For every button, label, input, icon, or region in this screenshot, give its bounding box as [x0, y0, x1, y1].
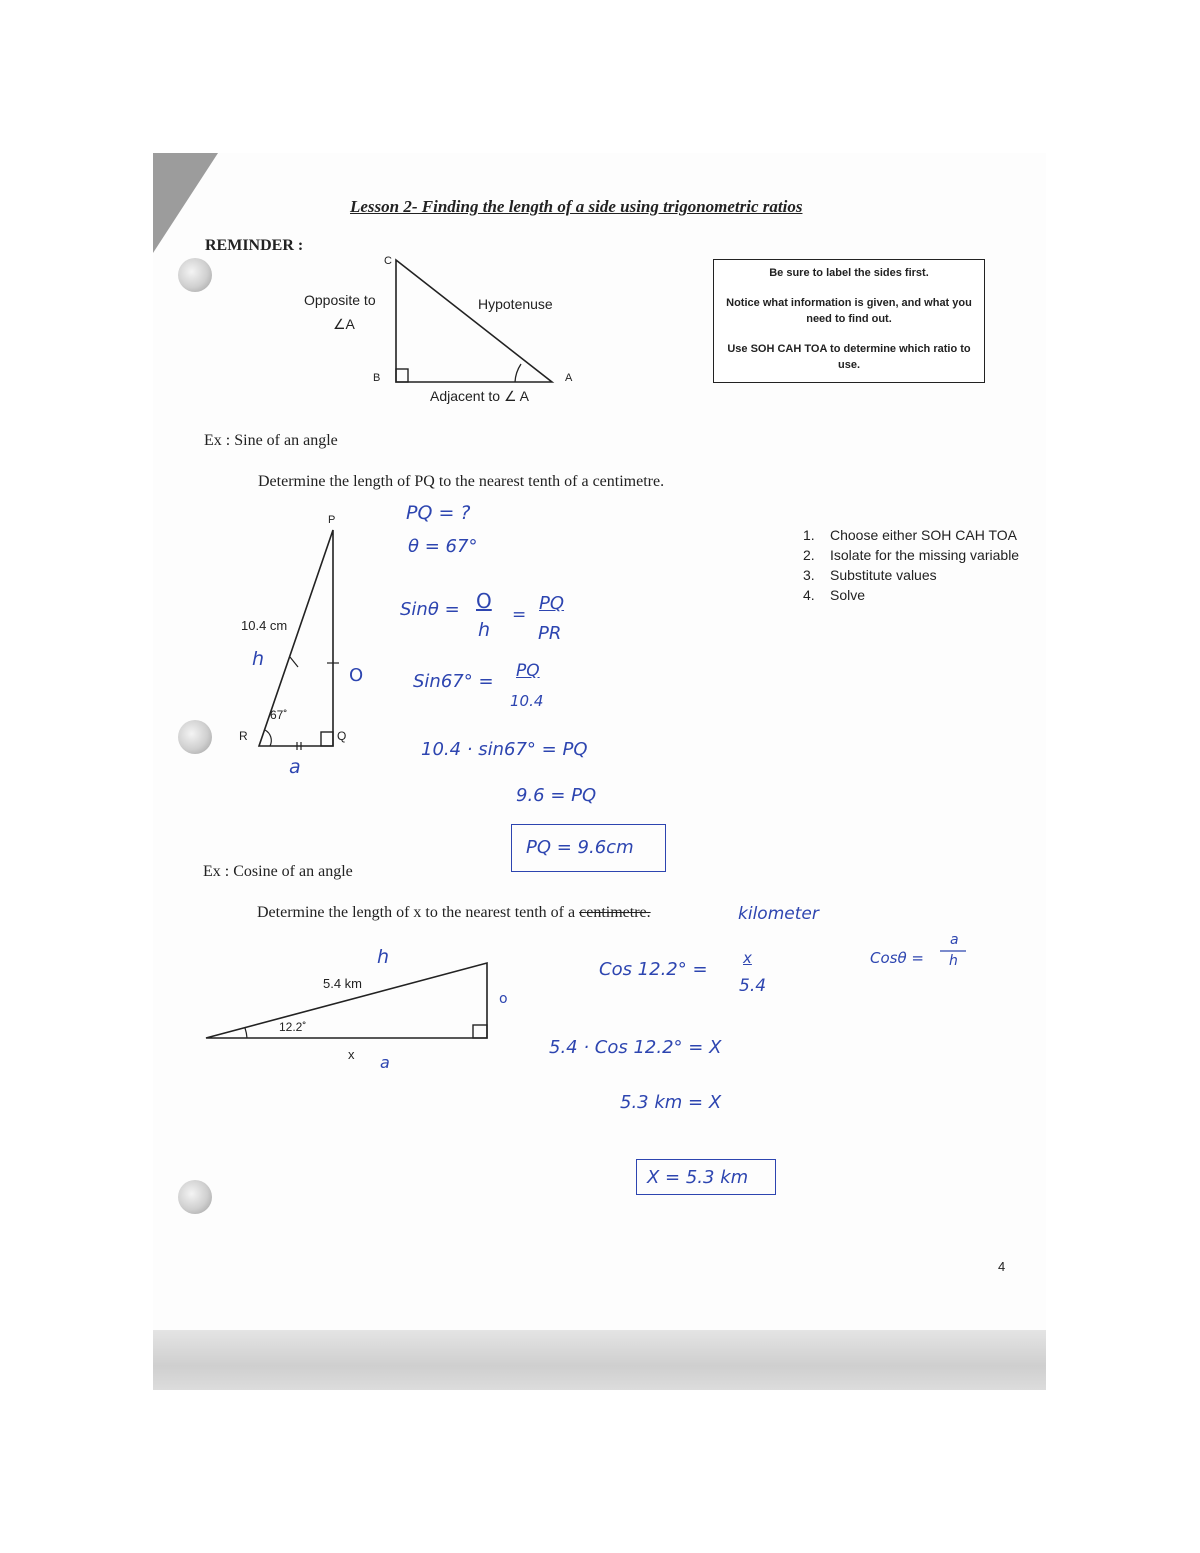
- answer1-text: PQ = 9.6cm: [526, 837, 634, 858]
- hypotenuse-label: Hypotenuse: [478, 296, 553, 312]
- example2-struck-unit: centimetre.: [579, 904, 651, 921]
- step-item: 4. Solve: [803, 587, 866, 603]
- vertex-b: B: [373, 372, 381, 384]
- work-cos-result: 5.3 km = X: [620, 1092, 722, 1113]
- page-title: Lesson 2- Finding the length of a side using trigonometric ratios: [350, 197, 803, 216]
- answer2-text: X = 5.3 km: [647, 1167, 749, 1188]
- vertex-a: A: [565, 372, 573, 384]
- example1-prompt: Determine the length of PQ to the nearest tenth of a centimetre.: [258, 473, 665, 490]
- work-pq-unknown: PQ = ?: [406, 502, 471, 524]
- formula-fraction-bar: [153, 153, 1046, 1153]
- scan-shadow-band: [153, 1330, 1046, 1390]
- step-item: 3. Substitute values: [803, 567, 937, 583]
- answer2-box: [636, 1159, 776, 1195]
- cos-hand-o: o: [499, 991, 508, 1007]
- vertex-r: R: [239, 729, 248, 743]
- work-multiply: 10.4 · sin67° = PQ: [421, 739, 588, 760]
- opposite-label: Opposite to: [304, 292, 376, 308]
- cos-hand-a: a: [380, 1053, 390, 1072]
- page-number: 4: [998, 1259, 1006, 1274]
- work-frac3-pq: PQ: [516, 661, 540, 681]
- work-frac-pq: PQ: [539, 593, 565, 614]
- hypotenuse-length-label: 10.4 cm: [241, 618, 288, 633]
- work-frac3-den: 10.4: [510, 692, 544, 710]
- work-sub-lhs: Sin67° =: [413, 671, 494, 692]
- work-sin-lhs: Sinθ =: [400, 599, 460, 620]
- work-frac-o: O: [476, 589, 492, 613]
- work-theta: θ = 67°: [408, 536, 478, 557]
- hand-label-a: a: [289, 756, 301, 778]
- step-item: 2. Isolate for the missing variable: [803, 547, 1020, 563]
- vertex-q: Q: [337, 729, 347, 743]
- example2-heading: Ex : Cosine of an angle: [203, 863, 353, 880]
- adjacent-label: Adjacent to ∠ A: [430, 388, 529, 404]
- work-frac-h: h: [478, 619, 491, 641]
- hand-label-o: O: [349, 665, 364, 686]
- formula-cos-num: a: [950, 932, 959, 948]
- cos-angle-label: 12.2˚: [279, 1020, 307, 1034]
- work-result: 9.6 = PQ: [516, 785, 597, 806]
- tip-notice-info: Notice what information is given, and what you need to find out.: [726, 297, 972, 325]
- work-cos-frac-x: x: [743, 949, 752, 967]
- angle-r-label: 67˚: [270, 708, 288, 722]
- example2-prompt-text: Determine the length of x to the nearest tenth of a: [257, 904, 576, 921]
- tip-use-soh-cah-toa: Use SOH CAH TOA to determine which ratio to use.: [727, 343, 971, 371]
- reminder-heading: REMINDER :: [205, 237, 304, 254]
- hand-label-h: h: [252, 648, 265, 670]
- vertex-c: C: [384, 255, 392, 267]
- cos-hand-h: h: [377, 946, 390, 968]
- work-cos-multiply: 5.4 · Cos 12.2° = X: [549, 1037, 722, 1058]
- cos-base-label: x: [348, 1047, 355, 1062]
- tip-label-sides: Be sure to label the sides first.: [769, 267, 929, 279]
- cos-hypotenuse-length: 5.4 km: [323, 976, 363, 991]
- formula-cos-lhs: Cosθ =: [870, 949, 924, 967]
- vertex-p: P: [328, 514, 336, 526]
- work-cos-lhs: Cos 12.2° =: [599, 959, 708, 980]
- work-cos-frac-den: 5.4: [739, 976, 767, 996]
- work-equals: =: [512, 605, 527, 625]
- example1-heading: Ex : Sine of an angle: [204, 432, 338, 449]
- step-item: 1. Choose either SOH CAH TOA: [803, 527, 1018, 543]
- work-frac-pr: PR: [538, 623, 562, 644]
- worksheet-page: [153, 153, 1046, 1390]
- hand-unit-kilometer: kilometer: [738, 904, 819, 924]
- opposite-angle-label: ∠A: [333, 316, 355, 332]
- punch-hole-bottom: [178, 1180, 212, 1214]
- formula-cos-den: h: [949, 953, 958, 969]
